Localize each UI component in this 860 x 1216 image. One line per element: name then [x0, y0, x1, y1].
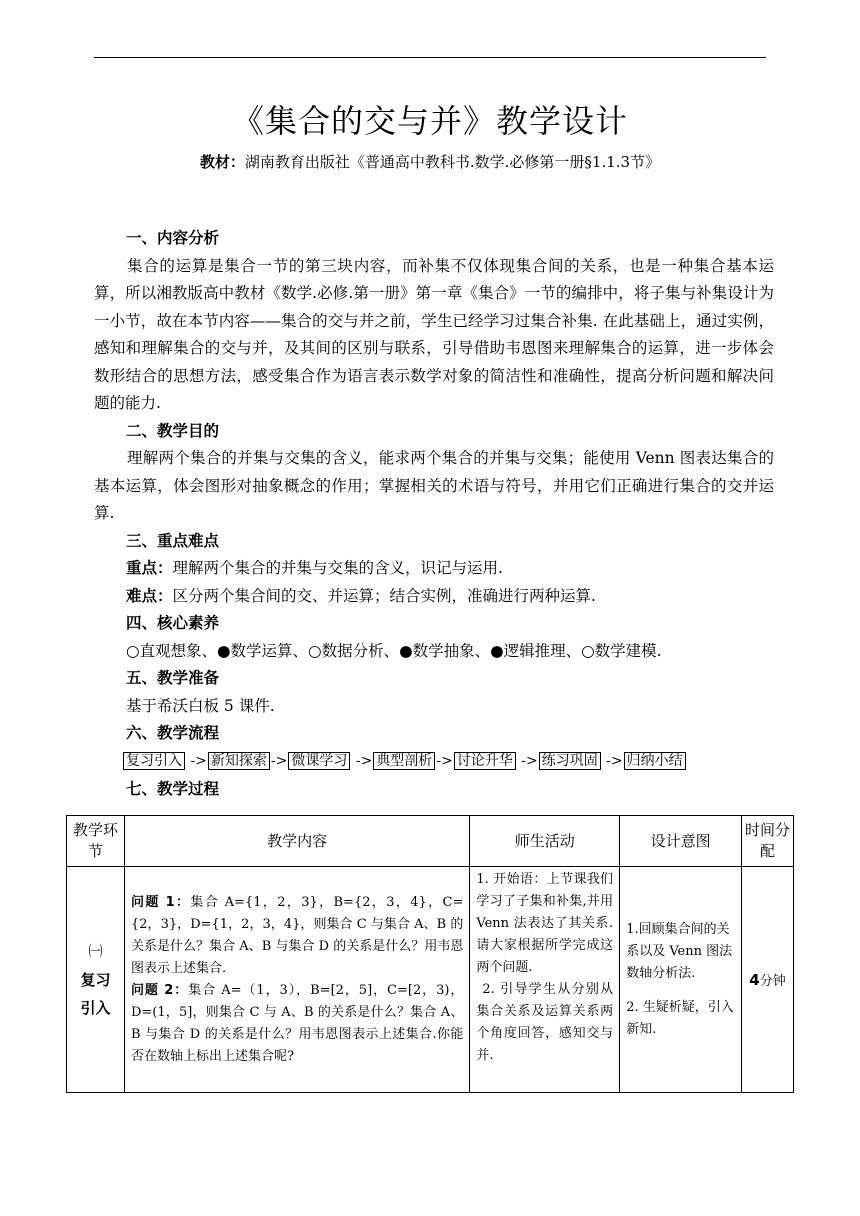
flow-step-6: 练习巩固: [539, 752, 601, 770]
section-1-heading: 一、内容分析: [126, 229, 220, 247]
stage-name: 复习引入: [80, 970, 111, 1017]
flow-step-4: 典型剖析: [373, 752, 435, 770]
header-design: 设计意图: [620, 816, 742, 867]
header-activity: 师生活动: [470, 816, 620, 867]
section-4-heading: 四、核心素养: [126, 614, 220, 632]
question-2-text: 集合 A=（1，3），B=[2，5]，C=[2，3)，D=(1，5]，则集合 C 与 A、B 的关系是什么？集合 A、B 与集合 D 的关系是什么？用韦恩图表示上述集合.你能否在数轴上标出上述集合呢?: [130, 982, 464, 1064]
time-cell: [742, 867, 794, 1093]
key-point-text: 理解两个集合的并集与交集的含义，识记与运用.: [172, 559, 503, 577]
header-time: 时间分配: [742, 816, 794, 867]
section-7-heading: 七、教学过程: [126, 779, 220, 798]
difficulty-label: 难点：: [126, 586, 173, 605]
flow-arrow: ->: [355, 752, 373, 769]
flow-step-2: 新知探索: [208, 752, 270, 770]
section-2-paragraph: 理解两个集合的并集与交集的含义，能求两个集合的并集与交集；能使用 Venn 图表达集合的基本运算，体会图形对抽象概念的作用；掌握相关的术语与符号，并用它们正确进行集合的交并运算.: [94, 449, 774, 522]
section-1-paragraph: 集合的运算是集合一节的第三块内容，而补集不仅体现集合间的关系，也是一种集合基本运算，所以湘教版高中教材《数学.必修.第一册》第一章《集合》一节的编排中，将子集与补集设计为一小节，故在本节内容——集合的交与并之前，学生已经学习过集合补集. 在此基础上，通过实例，感知和理解集合的交与并，及其间的区别与联系，引导借助韦恩图来理解集合的运算，进一步体会数形结合的思想方法，感受集合作为语言表示数学对象的简洁性和准确性，提高分析问题和解决问题的能力.: [94, 256, 774, 412]
header-content: 教学内容: [124, 816, 469, 867]
preparation-text: 基于希沃白板 5 课件.: [126, 696, 275, 715]
document-title: 《集合的交与并》教学设计: [231, 102, 628, 140]
section-5-heading: 五、教学准备: [126, 669, 220, 687]
difficulty-text: 区分两个集合间的交、并运算；结合实例，准确进行两种运算.: [172, 586, 596, 605]
time-number: 4: [749, 971, 760, 989]
activity-cell: [470, 867, 620, 1093]
question-2-label: 问题 2：: [130, 982, 189, 998]
header-rule: [94, 57, 766, 58]
stage-number: ㈠: [88, 943, 103, 960]
flow-step-7: 归纳小结: [624, 752, 686, 770]
header-stage: 教学环节: [67, 816, 125, 867]
activity-2: 2. 引导学生从分别从集合关系及运算关系两个角度回答，感知交与并.: [476, 982, 614, 1063]
section-3-heading: 三、重点难点: [126, 531, 220, 550]
key-point-line: [126, 555, 774, 583]
stage-cell: [67, 867, 125, 1093]
table-row: [67, 867, 794, 1093]
key-point-label: 重点：: [126, 559, 173, 577]
question-2: [131, 980, 463, 1068]
flow-arrow: ->: [190, 752, 207, 769]
core-literacy-text: ○直观想象、●数学运算、○数据分析、●数学抽象、●逻辑推理、○数学建模.: [126, 641, 662, 660]
section-6-heading: 六、教学流程: [126, 724, 220, 742]
time-unit: 分钟: [759, 974, 786, 989]
flow-step-1: 复习引入: [123, 752, 185, 770]
design-cell: [620, 867, 742, 1093]
question-1: [131, 892, 463, 980]
table-header-row: [67, 816, 794, 867]
subtitle-text: 湖南教育出版社《普通高中教科书.数学.必修第一册§1.1.3节》: [244, 153, 661, 171]
flow-arrow: ->: [606, 752, 623, 769]
flow-arrow: ->: [270, 752, 288, 769]
teaching-flow: [123, 750, 774, 772]
document-subtitle: [0, 151, 860, 172]
question-1-label: 问题 1：: [130, 894, 191, 910]
flow-step-3: 微课学习: [288, 752, 350, 770]
teaching-process-table: [66, 815, 794, 1093]
content-cell: [124, 867, 469, 1093]
activity-1: 1. 开始语：上节课我们学习了子集和补集,并用 Venn 法表达了其关系.请大家根据所学完成这两个问题.: [476, 872, 614, 975]
document-body: [94, 225, 774, 803]
flow-arrow: ->: [436, 752, 453, 769]
design-2: 2. 生疑析疑，引入新知.: [626, 999, 734, 1037]
flow-arrow: ->: [521, 752, 538, 769]
design-1: 1.回顾集合间的关系以及 Venn 图法数轴分析法.: [626, 921, 733, 981]
section-2-heading: 二、教学目的: [126, 421, 220, 440]
difficulty-line: [126, 583, 774, 611]
subtitle-label: 教材：: [199, 153, 245, 171]
question-1-text: 集合 A={1，2，3}，B={2，3，4}，C={2，3}，D={1，2，3，4}，则集合 C 与集合 A、B 的关系是什么？集合 A、B 与集合 D 的关系是什么？用韦恩图表示上述集合.: [130, 894, 464, 976]
flow-step-5: 讨论升华: [454, 752, 516, 770]
